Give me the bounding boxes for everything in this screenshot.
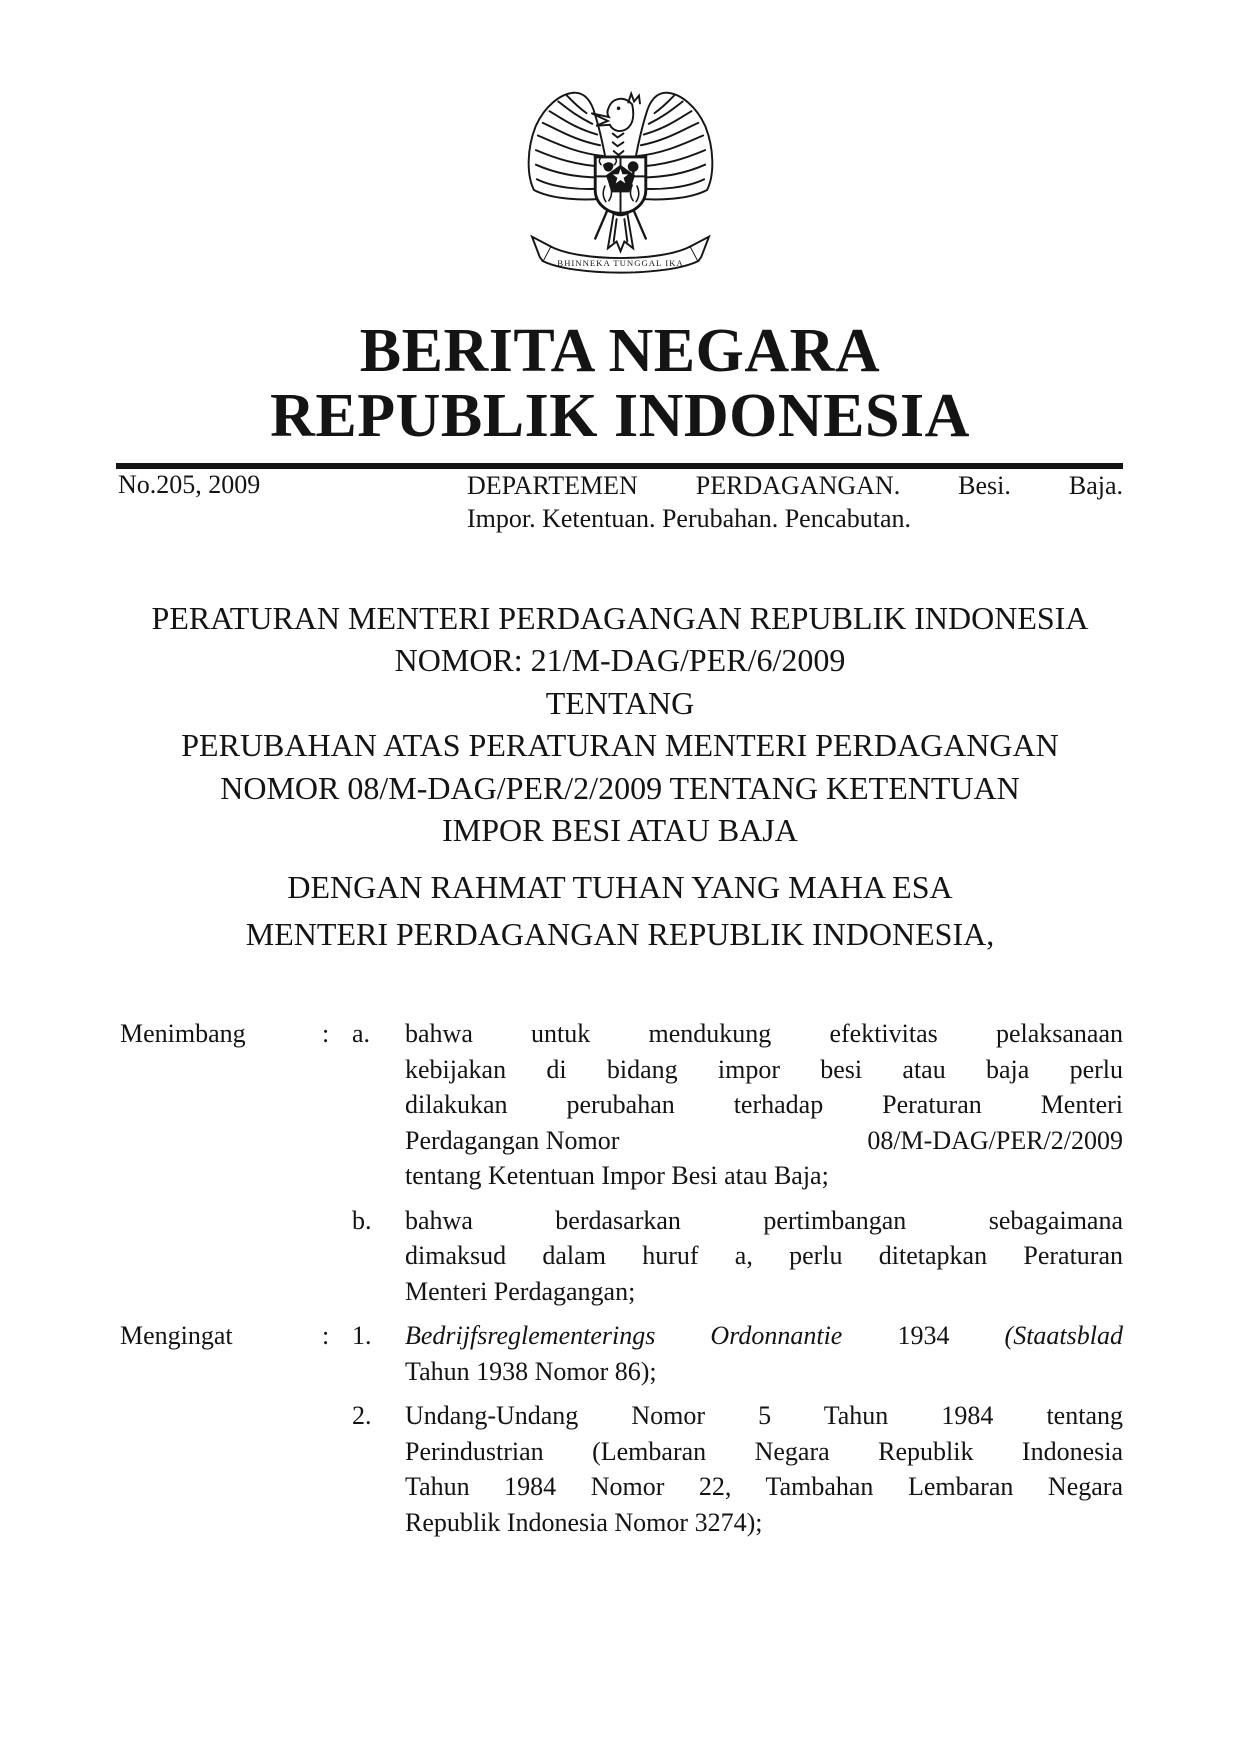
masthead-title-line1: BERITA NEGARA [359,317,881,385]
text-line: kebijakan di bidang impor besi atau baja perlu [405,1054,1123,1084]
item-text [405,1203,1123,1310]
text-line: Menteri Perdagangan; [405,1276,636,1306]
text-line: bahwa untuk mendukung efektivitas pelaksanaan [405,1019,1123,1048]
masthead-title-line2: REPUBLIK INDONESIA [270,382,970,450]
section-label [120,1203,322,1310]
text-line: tentang Ketentuan Impor Besi atau Baja; [405,1161,829,1190]
text-line: dilakukan perubahan terhadap Peraturan Menteri [405,1090,1123,1119]
title-line-1: PERATURAN MENTERI PERDAGANGAN REPUBLIK INDONESIA [151,600,1089,636]
consideration-item [120,1318,1123,1389]
text-line: Tahun 1938 Nomor 86); [405,1356,657,1386]
text-line: dimaksud dalam huruf a, perlu ditetapkan Peraturan [405,1241,1123,1270]
item-text [405,1398,1123,1540]
text-line: Tahun 1984 Nomor 22, Tambahan Lembaran Negara [405,1472,1123,1501]
emblem-motto: BHINNEKA TUNGGAL IKA [557,257,684,268]
consideration-item [120,1016,1123,1194]
preamble-line-2: MENTERI PERDAGANGAN REPUBLIK INDONESIA, [245,916,995,952]
item-text [405,1016,1123,1194]
text-line: Undang-Undang Nomor 5 Tahun 1984 tentang [405,1401,1123,1430]
regulation-title [0,597,1240,851]
issue-number: No.205, 2009 [118,470,261,499]
item-text [405,1318,1123,1389]
garuda-pancasila-emblem [523,83,718,295]
text-line: Bedrijfsreglementerings Ordonnantie 1934 (Staatsblad [405,1321,1123,1350]
consideration-item [120,1203,1123,1310]
subject-line-1: DEPARTEMEN PERDAGANGAN. Besi. Baja. [467,471,1123,500]
text-line: Perindustrian (Lembaran Negara Republik Indonesia [405,1436,1123,1466]
subject-line-2: Impor. Ketentuan. Perubahan. Pencabutan. [467,504,912,533]
title-line-3: TENTANG [545,684,695,721]
section-colon [322,1398,352,1540]
text-line: bahwa berdasarkan pertimbangan sebagaimana [405,1205,1123,1235]
masthead [0,319,1240,449]
item-marker: 2. [352,1401,372,1430]
preamble-line-1: DENGAN RAHMAT TUHAN YANG MAHA ESA [287,869,953,905]
text-line: Republik Indonesia Nomor 3274); [405,1507,763,1537]
subject-block [467,469,1123,535]
considerations [120,1016,1123,1549]
section-label: Mengingat [120,1321,233,1350]
item-marker: a. [352,1019,371,1048]
section-colon: : [322,1321,330,1350]
section-label: Menimbang [120,1019,246,1048]
title-line-5: NOMOR 08/M-DAG/PER/2/2009 TENTANG KETENTUAN [220,769,1020,806]
section-label [120,1398,322,1540]
title-line-4: PERUBAHAN ATAS PERATURAN MENTERI PERDAGANGAN [181,727,1059,764]
item-marker: 1. [352,1321,372,1350]
section-colon [322,1203,352,1310]
section-colon: : [322,1019,330,1048]
title-line-2: NOMOR: 21/M-DAG/PER/6/2009 [394,642,846,679]
item-marker: b. [352,1205,372,1235]
preamble [0,864,1240,958]
title-line-6: IMPOR BESI ATAU BAJA [442,812,798,849]
consideration-item [120,1398,1123,1540]
text-line: Perdagangan Nomor 08/M-DAG/PER/2/2009 [405,1125,1123,1155]
